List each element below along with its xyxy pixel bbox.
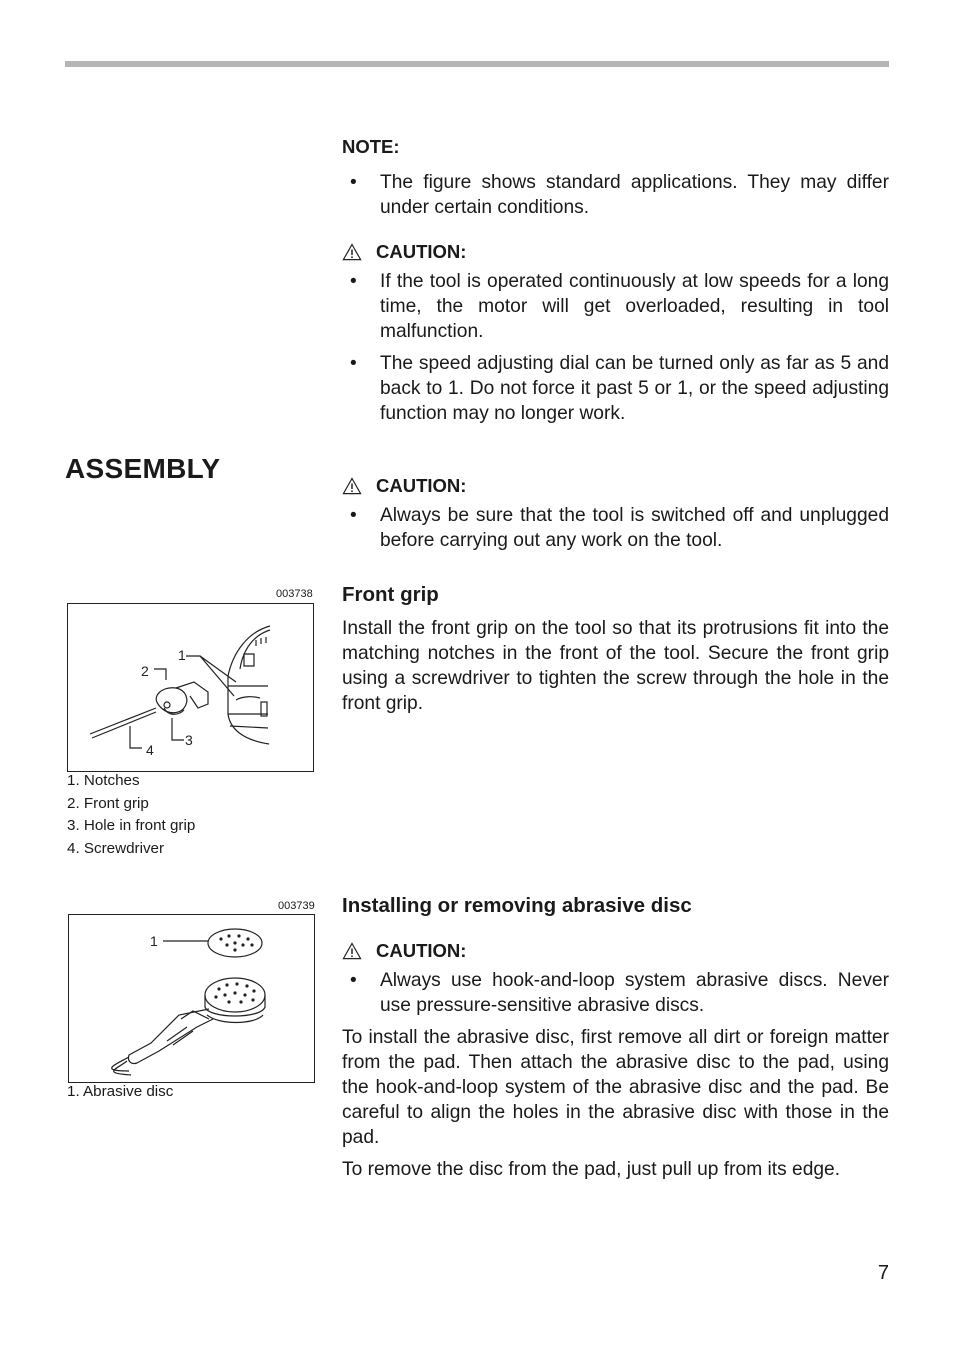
warning-triangle-icon	[342, 477, 362, 495]
subsection-title-abrasive-disc: Installing or removing abrasive disc	[342, 894, 692, 917]
note-section	[342, 135, 889, 220]
note-heading: NOTE:	[342, 136, 400, 157]
list-item: • Always be sure that the tool is switched off and unplugged before carrying out any work on the tool.	[342, 503, 889, 553]
list-item: • Always use hook-and-loop system abrasive discs. Never use pressure-sensitive abrasive discs.	[342, 968, 889, 1018]
caution-list	[342, 968, 889, 1018]
warning-triangle-icon	[342, 243, 362, 261]
page-number: 7	[877, 1262, 889, 1284]
header-rule	[65, 61, 889, 67]
figure-front-grip	[67, 603, 314, 772]
list-item: • The figure shows standard applications. They may differ under certain conditions.	[342, 170, 889, 220]
legend-item: 1. Abrasive disc	[67, 1083, 174, 1100]
abrasive-remove-body: To remove the disc from the pad, just pull up from its edge.	[342, 1159, 841, 1180]
abrasive-disc-section	[342, 893, 889, 1182]
legend-item: 3. Hole in front grip	[67, 817, 196, 835]
caution-section-assembly	[342, 474, 889, 553]
figure-abrasive-disc	[68, 914, 315, 1083]
figure-code: 003738	[276, 588, 313, 600]
abrasive-disc-illustration	[69, 915, 314, 1082]
callout-3: 3	[185, 732, 193, 748]
caution-heading-text: CAUTION:	[376, 241, 467, 262]
callout-1: 1	[178, 647, 186, 663]
caution-heading	[342, 474, 889, 498]
figure-code: 003739	[278, 900, 315, 912]
front-grip-section	[342, 582, 889, 716]
caution-section-speed	[342, 240, 889, 426]
callout-1: 1	[150, 933, 158, 949]
figure-legend-abrasive-disc	[67, 1081, 173, 1104]
section-title-assembly: ASSEMBLY	[65, 453, 221, 484]
front-grip-illustration	[68, 604, 313, 771]
list-item: • If the tool is operated continuously at low speeds for a long time, the motor will get overloaded, resulting in tool malfunction.	[342, 269, 889, 344]
legend-item: 1. Notches	[67, 772, 140, 789]
caution-heading-text: CAUTION:	[376, 940, 467, 961]
front-grip-body: Install the front grip on the tool so that its protrusions fit into the matching notches in the front of the tool. Secure the front grip using a screwdriver to tighten the screw through the hole in the front grip.	[342, 618, 889, 714]
legend-item: 4. Screwdriver	[67, 840, 165, 858]
legend-item: 2. Front grip	[67, 794, 149, 812]
caution-list	[342, 269, 889, 426]
caution-heading	[342, 240, 889, 264]
caution-heading-text: CAUTION:	[376, 475, 467, 496]
list-item: • The speed adjusting dial can be turned only as far as 5 and back to 1. Do not force it past 5 or 1, or the speed adjusting function may no longer work.	[342, 351, 889, 426]
note-list	[342, 170, 889, 220]
callout-4: 4	[146, 742, 154, 758]
subsection-title-front-grip: Front grip	[342, 583, 439, 606]
abrasive-install-body: To install the abrasive disc, first remove all dirt or foreign matter from the pad. Then attach the abrasive disc to the pad, using the hook-and-loop system of the abrasive disc and the pad. Be careful to align the holes in the abrasive disc with those in the pad.	[342, 1027, 889, 1148]
caution-list	[342, 503, 889, 553]
figure-legend-front-grip	[67, 770, 195, 861]
callout-2: 2	[141, 663, 149, 679]
warning-triangle-icon	[342, 942, 362, 960]
caution-heading	[342, 939, 889, 963]
